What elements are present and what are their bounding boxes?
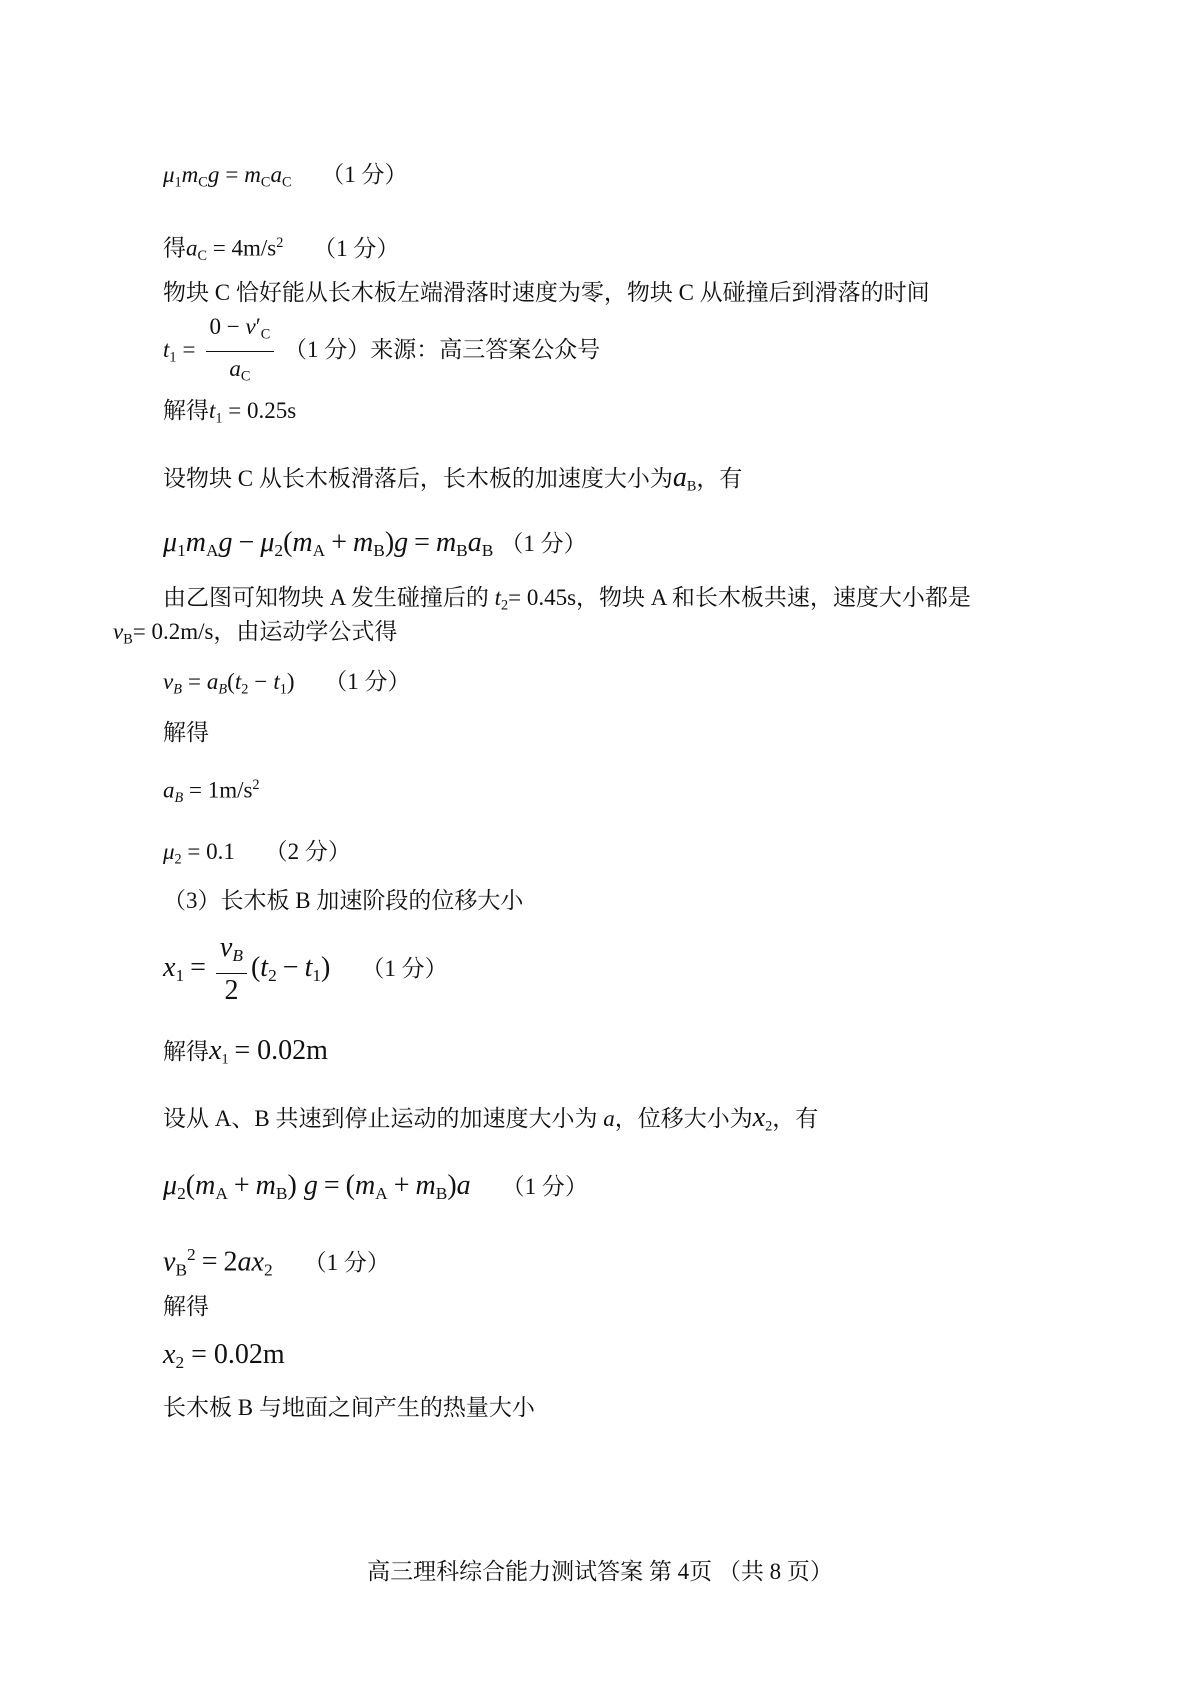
score-label: （1 分） (284, 337, 371, 363)
value-ac: = 4m/s (212, 235, 277, 261)
score-label: （1 分） (313, 235, 400, 261)
text-graph-a: 由乙图可知物块 A 发生碰撞后的 (163, 585, 495, 610)
equation-vb: vB = aB(t2 − t1) （1 分） (163, 669, 411, 698)
text-c-slide: 物块 C 恰好能从长木板左端滑落时速度为零，物块 C 从碰撞后到滑落的时间 (163, 280, 930, 305)
text-set-a-x2-a: 设从 A、B 共速到停止运动的加速度大小为 (163, 1106, 604, 1131)
value-mu2: = 0.1 (187, 839, 235, 864)
text-set-a-x2-b: ，位移大小为 (614, 1106, 753, 1131)
score-label: （1 分） (501, 1174, 588, 1199)
equation-vb-squared: $vB^2 = 2ax2$ （1 分） (163, 1245, 390, 1280)
score-label: （1 分） (321, 162, 408, 187)
text-jiede: 解得 (163, 1294, 209, 1319)
source-note: 来源：高三答案公众号 (370, 337, 601, 363)
text-jiede: 解得 (163, 1039, 209, 1064)
text-you: ，有 (772, 1106, 819, 1131)
score-label: （1 分） (303, 1250, 390, 1276)
equation-t1: t1 = $\frac{0 - v'C}{aC}$ （1 分）来源：高三答案公众号 (163, 312, 600, 392)
result-mu2: μ2 = 0.1 （2 分） (163, 839, 351, 868)
result-x2: x2 = 0.02m (163, 1339, 285, 1373)
value-t1: = 0.25s (228, 398, 297, 423)
text-you: ，有 (696, 466, 743, 491)
text-jiede: 解得 (163, 398, 209, 423)
equation-x1: x1 = $\frac{vB}{2}$ (t2 − t1) （1 分） (163, 932, 448, 1007)
value-x2: = 0.02m (191, 1339, 285, 1370)
text-graph-c: = 0.2m/s，由运动学公式得 (132, 619, 398, 644)
score-label: （2 分） (264, 839, 351, 864)
text-graph-b: = 0.45s，物块 A 和长木板共速，速度大小都是 (508, 585, 971, 610)
score-label: （1 分） (361, 956, 448, 982)
result-ac: 得aC = $4m/s^2$ （1 分） (163, 235, 400, 264)
score-label: （1 分） (324, 669, 411, 694)
value-ab: = 1m/s (188, 777, 253, 803)
result-ab: aB = $1m/s^2$ (163, 777, 260, 806)
value-x1: = 0.02m (234, 1035, 328, 1066)
fraction-x1: $\frac{vB}{2}$ (216, 933, 247, 1006)
text-set-ab: 设物块 C 从长木板滑落后，长木板的加速度大小为aB，有 (163, 462, 743, 495)
equation-deceleration: μ2(mA + mB) g = (mA + mB)a （1 分） (163, 1170, 588, 1204)
text-de: 得 (163, 235, 186, 261)
heading-part3: （3）长木板 B 加速阶段的位移大小 (163, 888, 524, 913)
page-footer: 高三理科综合能力测试答案 第 4页 （共 8 页） (367, 1559, 833, 1584)
text-graph-note: 由乙图可知物块 A 发生碰撞后的 t2= 0.45s，物块 A 和长木板共速，速度大小都是 (163, 585, 971, 614)
equation-board-b: μ1mAg − μ2(mA + mB)g = mBaB （1 分） (163, 527, 587, 561)
text-set-a-x2: 设从 A、B 共速到停止运动的加速度大小为 a，位移大小为x2，有 (163, 1102, 819, 1135)
text-graph-note-cont: vB= 0.2m/s，由运动学公式得 (113, 619, 398, 648)
fraction-t1: $\frac{0 - v'C}{aC}$ (206, 312, 275, 392)
text-set-ab-label: 设物块 C 从长木板滑落后，长木板的加速度大小为 (163, 466, 673, 491)
text-heat: 长木板 B 与地面之间产生的热量大小 (163, 1395, 535, 1420)
equation-friction-c: μ1mCg = mCaC （1 分） (163, 162, 408, 191)
text-jiede: 解得 (163, 720, 209, 745)
result-t1: 解得t1 = 0.25s (163, 398, 297, 427)
score-label: （1 分） (500, 531, 587, 556)
result-x1: 解得x1 = 0.02m (163, 1035, 328, 1068)
